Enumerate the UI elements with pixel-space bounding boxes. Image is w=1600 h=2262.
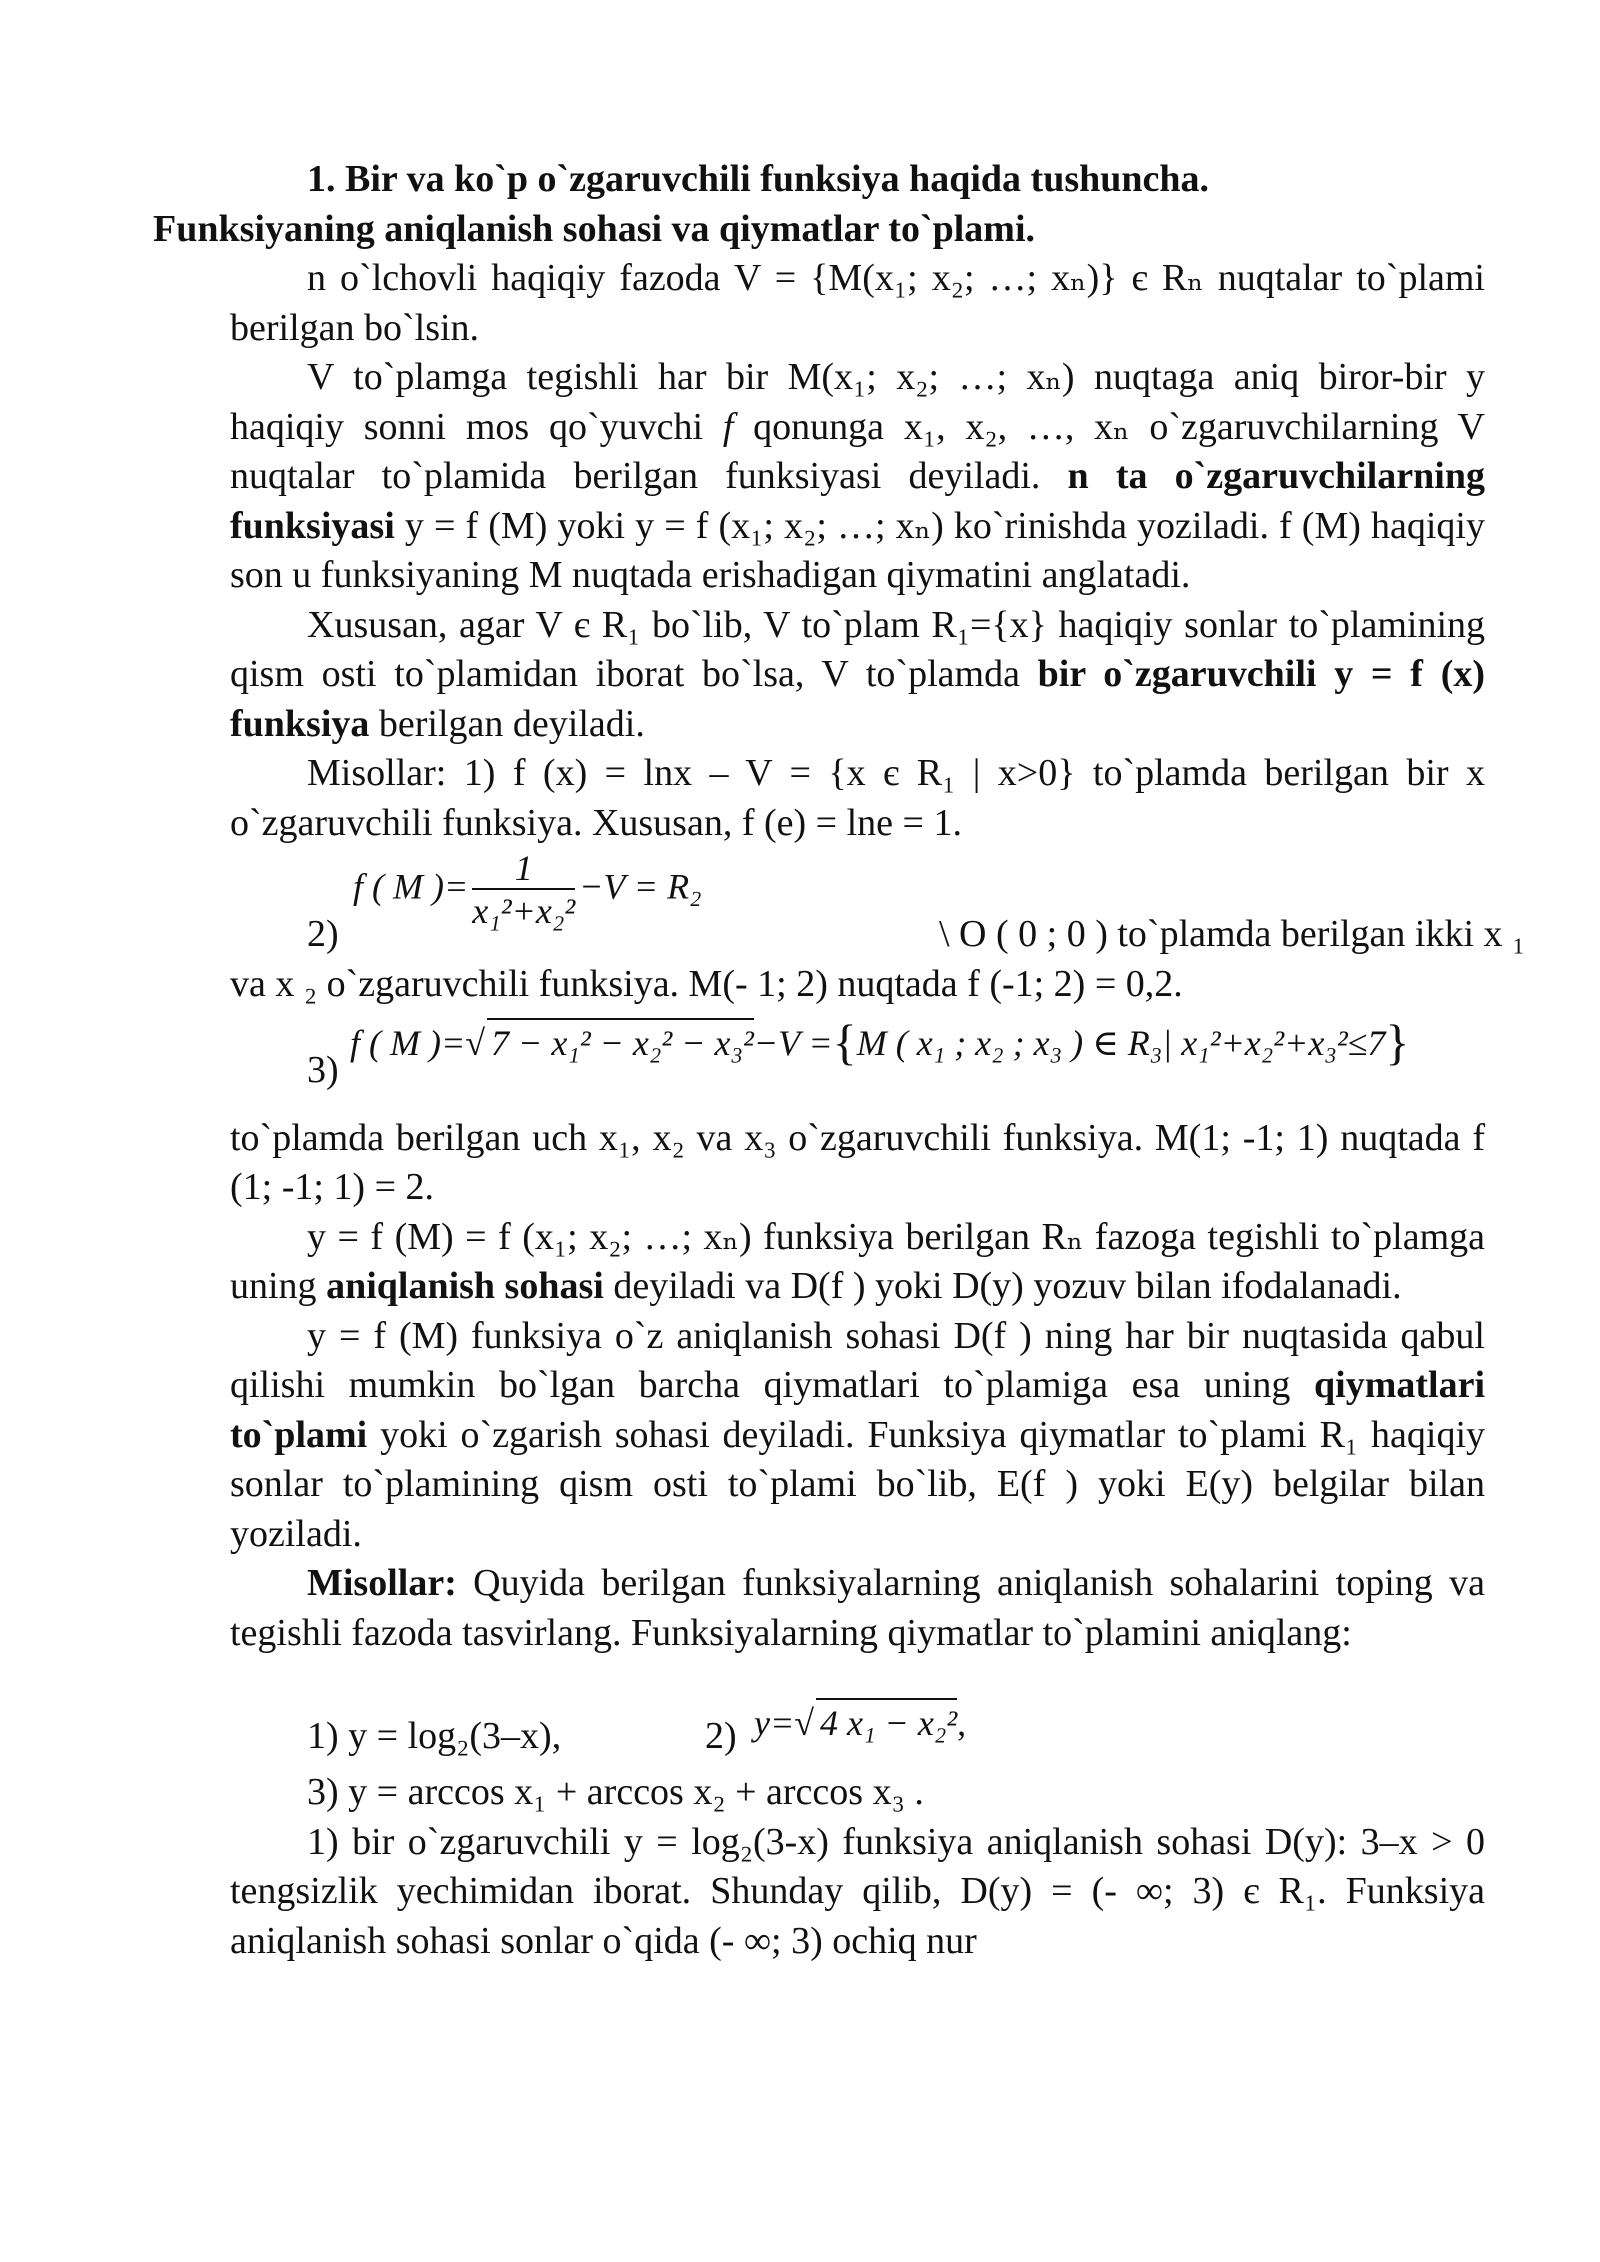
paragraph-exercises: Misollar: Quyida berilgan funksiyalarning aniqlanish sohalarini toping va tegishli fazoda tasvirlang. Funksiyalarning qiymatlar to`plamini aniqlang: xyxy=(230,1562,1485,1654)
paragraph-example-3: to`plamda berilgan uch x₁, x₂ va x₃ o`zgaruvchili funksiya. M(1; -1; 1) nuqtada f (1; -1; 1) = 2. xyxy=(230,1116,1485,1208)
paragraph-domain-definition: y = f (M) = f (x₁; x₂; …; xₙ) funksiya berilgan Rₙ fazoga tegishli to`plamga uning aniqlanish sohasi deyiladi va D(f ) yoki D(y) yozuv bilan ifodalanadi. xyxy=(230,1215,1485,1307)
formula-sqrt-exercise: y=√ 4 x₁ − x₂², xyxy=(754,1698,966,1749)
exercise-list: 1) y = log₂(3–x), 2) y=√ 4 x₁ − x₂², xyxy=(230,1698,1485,1768)
paragraph-single-variable: Xususan, agar V є R₁ bo`lib, V to`plam R₁={x} haqiqiy sonlar to`plamining qism osti to`plamidan iborat bo`lsa, V to`plamda bir o`zgaruvchili y = f (x) funksiya berilgan deyiladi. xyxy=(230,603,1485,745)
paragraph-solution-1: 1) bir o`zgaruvchili y = log₂(3-x) funksiya aniqlanish sohasi D(y): 3–x > 0 tengsizlik yechimidan iborat. Shunday qilib, D(y) = (- ∞; 3) є R₁. Funksiya aniqlanish sohasi sonlar o`qida (- ∞; 3) ochiq nur xyxy=(230,1820,1485,1962)
paragraph-definition-space: n o`lchovli haqiqiy fazoda V = {M(x₁; x₂; …; xₙ)} є Rₙ nuqtalar to`plami berilgan bo`lsin. xyxy=(230,257,1485,349)
paragraph-range-definition: y = f (M) funksiya o`z aniqlanish sohasi D(f ) ning har bir nuqtasida qabul qilishi mumkin bo`lgan barcha qiymatlari to`plamiga esa uning qiymatlari to`plami yoki o`zgarish sohasi deyiladi. Funksiya qiymatlar to`plami R₁ haqiqiy sonlar to`plamining qism osti to`plami bo`lib, E(f ) yoki E(y) belgilar bilan yoziladi. xyxy=(230,1314,1485,1555)
formula-fraction: f ( M )= $\frac{1}{\text{x₁²+x₂²}}$ −V = R₂ xyxy=(353,848,702,931)
paragraph-function-definition: V to`plamga tegishli har bir M(x₁; x₂; …; xₙ) nuqtaga aniq biror-bir y haqiqiy sonni mos qo`yuvchi f qonunga x₁, x₂, …, xₙ o`zgaruvchilarning V nuqtalar to`plamida berilgan funksiyasi deyiladi. n ta o`zgaruvchilarning funksiyasi y = f (M) yoki y = f (x₁; x₂; …; xₙ) ko`rinishda yoziladi. f (M) haqiqiy son u funksiyaning M nuqtada erishadigan qiymatini anglatadi. xyxy=(230,356,1485,596)
document-page xyxy=(153,155,1526,1966)
example-2-formula: f ( M )= $\frac{1}{\text{x₁²+x₂²}}$ −V = R₂ 2) \ O ( 0 ; 0 ) to`plamda berilgan ikki x ₁ xyxy=(307,848,1526,955)
paragraph-example-2: va x ₂ o`zgaruvchili funksiya. M(- 1; 2) nuqtada f (-1; 2) = 0,2. xyxy=(230,963,1183,1005)
section-title: 1. Bir va ko`p o`zgaruvchili funksiya haqida tushuncha. Funksiyaning aniqlanish sohasi va qiymatlar to`plami. xyxy=(153,158,1210,250)
paragraph-example-1: Misollar: 1) f (x) = lnx – V = {x є R₁ | x>0} to`plamda berilgan bir x o`zgaruvchili funksiya. Xususan, f (e) = lne = 1. xyxy=(230,752,1485,844)
exercise-3: 3) y = arccos x₁ + arccos x₂ + arccos x₃ . xyxy=(307,1771,924,1813)
example-3-formula: 3) f ( M )=√ 7 − x₁² − x₂² − x₃²−V ={M ( x₁ ; x₂ ; x₃ ) ∈ R₃| x₁²+x₂²+x₃²≤7} xyxy=(307,1013,1410,1091)
formula-sqrt-set: f ( M )=√ 7 − x₁² − x₂² − x₃²−V ={M ( x₁ ; x₂ ; x₃ ) ∈ R₃| x₁²+x₂²+x₃²≤7} xyxy=(350,1013,1410,1070)
